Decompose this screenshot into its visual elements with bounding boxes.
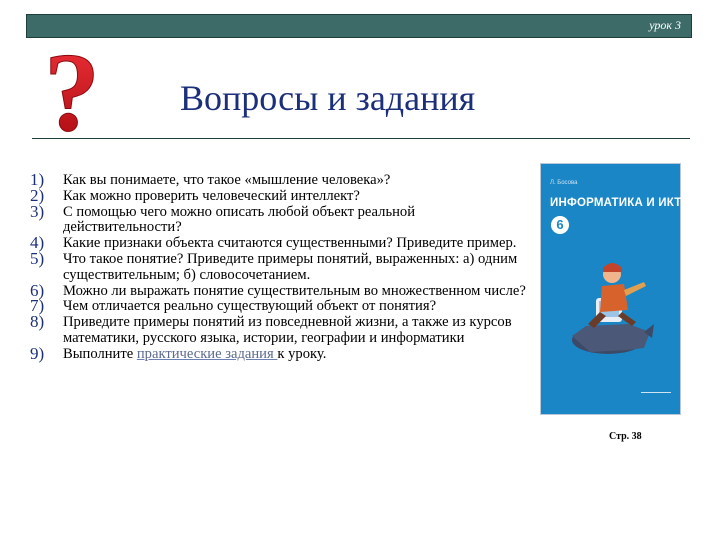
item-number: 4) <box>30 233 45 253</box>
svg-text:?: ? <box>44 36 100 146</box>
list-item <box>30 312 530 347</box>
top-bar <box>26 14 692 38</box>
list-item <box>30 248 530 284</box>
question-list <box>30 170 530 363</box>
book-author: Л. Босова <box>550 180 578 186</box>
item-number: 2) <box>30 185 45 205</box>
list-item <box>30 296 530 316</box>
item-number: 5) <box>30 248 45 268</box>
item-text: Приведите примеры понятий из повседневной жизни, а также из курсов математики, русского языка, истории, географии и информатики <box>63 314 512 346</box>
item-text: Можно ли выражать понятие существительным во множественном числе? <box>63 282 526 299</box>
list-item <box>30 185 530 205</box>
item-number: 3) <box>30 201 45 221</box>
practical-tasks-link[interactable]: практические задания <box>136 345 278 362</box>
item-text-after: к уроку. <box>277 345 327 362</box>
textbook-cover <box>541 164 680 414</box>
item-number: 6) <box>30 280 45 300</box>
list-item <box>30 201 530 237</box>
item-text: Как можно проверить человеческий интеллект? <box>63 187 360 204</box>
page-reference: Стр. 38 <box>609 431 642 442</box>
grade-badge: 6 <box>551 216 569 234</box>
cover-illustration <box>566 252 656 367</box>
item-text-before: Выполните <box>63 345 137 362</box>
list-item <box>30 280 530 300</box>
book-title: ИНФОРМАТИКА И ИКТ <box>550 197 682 209</box>
item-text: Чем отличается реально существующий объект от понятия? <box>63 298 437 315</box>
list-item <box>30 170 530 189</box>
question-mark-icon <box>32 36 112 146</box>
item-number: 7) <box>30 296 45 316</box>
item-number: 8) <box>30 312 45 332</box>
item-text: Что такое понятие? Приведите примеры понятий, выраженных: а) одним существительным; б) словосочетанием. <box>63 250 518 283</box>
item-number: 1) <box>30 170 45 189</box>
title-divider <box>32 138 690 139</box>
item-text: Как вы понимаете, что такое «мышление человека»? <box>63 172 391 188</box>
item-text: С помощью чего можно описать любой объект реальной действительности? <box>63 203 416 236</box>
lesson-label: урок 3 <box>649 18 681 32</box>
publisher-logo <box>641 392 671 405</box>
item-number: 9) <box>30 343 45 363</box>
list-item <box>30 343 530 363</box>
list-item <box>30 233 530 253</box>
page-title: Вопросы и задания <box>180 78 476 118</box>
item-text: Какие признаки объекта считаются существенными? Приведите пример. <box>63 235 517 252</box>
